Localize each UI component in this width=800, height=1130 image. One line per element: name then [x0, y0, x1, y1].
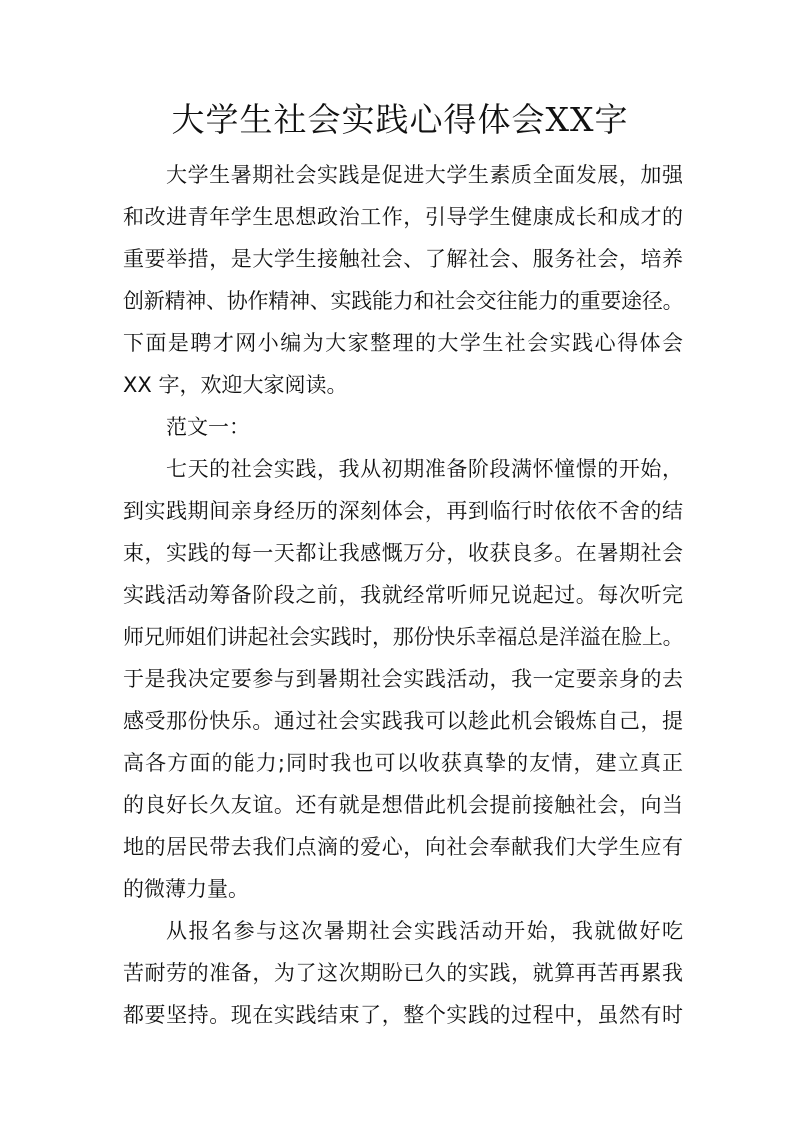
paragraph-line: 创新精神、协作精神、实践能力和社会交往能力的重要途径。 [123, 289, 683, 313]
paragraph-line: 下面是聘才网小编为大家整理的大学生社会实践心得体会 [123, 331, 683, 355]
paragraph-line: 都要坚持。现在实践结束了，整个实践的过程中，虽然有时 [123, 1003, 683, 1027]
section-heading: 范文一： [166, 415, 250, 439]
paragraph-line: 苦耐劳的准备，为了这次期盼已久的实践，就算再苦再累我 [123, 961, 683, 985]
paragraph-line: 七天的社会实践，我从初期准备阶段满怀憧憬的开始， [166, 457, 683, 481]
document-title: 大学生社会实践心得体会XX字 [171, 100, 629, 139]
paragraph-line: 师兄师姐们讲起社会实践时，那份快乐幸福总是洋溢在脸上。 [123, 625, 683, 649]
paragraph-line: 于是我决定要参与到暑期社会实践活动，我一定要亲身的去 [123, 667, 683, 691]
paragraph-line: 束，实践的每一天都让我感慨万分，收获良多。在暑期社会 [123, 541, 683, 565]
paragraph-line: 大学生暑期社会实践是促进大学生素质全面发展，加强 [166, 163, 683, 187]
paragraph-line: 到实践期间亲身经历的深刻体会，再到临行时依依不舍的结 [123, 499, 683, 523]
paragraph-line: 重要举措，是大学生接触社会、了解社会、服务社会，培养 [123, 247, 683, 271]
paragraph-line: 感受那份快乐。通过社会实践我可以趁此机会锻炼自己，提 [123, 709, 683, 733]
paragraph-line: 的微薄力量。 [123, 877, 249, 901]
paragraph-line: 地的居民带去我们点滴的爱心，向社会奉献我们大学生应有 [123, 835, 683, 859]
paragraph-line: 高各方面的能力;同时我也可以收获真挚的友情，建立真正 [123, 751, 683, 775]
paragraph-line: 和改进青年学生思想政治工作，引导学生健康成长和成才的 [123, 205, 683, 229]
paragraph-line: 从报名参与这次暑期社会实践活动开始，我就做好吃 [166, 919, 683, 943]
paragraph-line: 实践活动筹备阶段之前，我就经常听师兄说起过。每次听完 [123, 583, 683, 607]
paragraph-line: 的良好长久友谊。还有就是想借此机会提前接触社会，向当 [123, 793, 683, 817]
paragraph-line: XX 字，欢迎大家阅读。 [123, 373, 348, 397]
